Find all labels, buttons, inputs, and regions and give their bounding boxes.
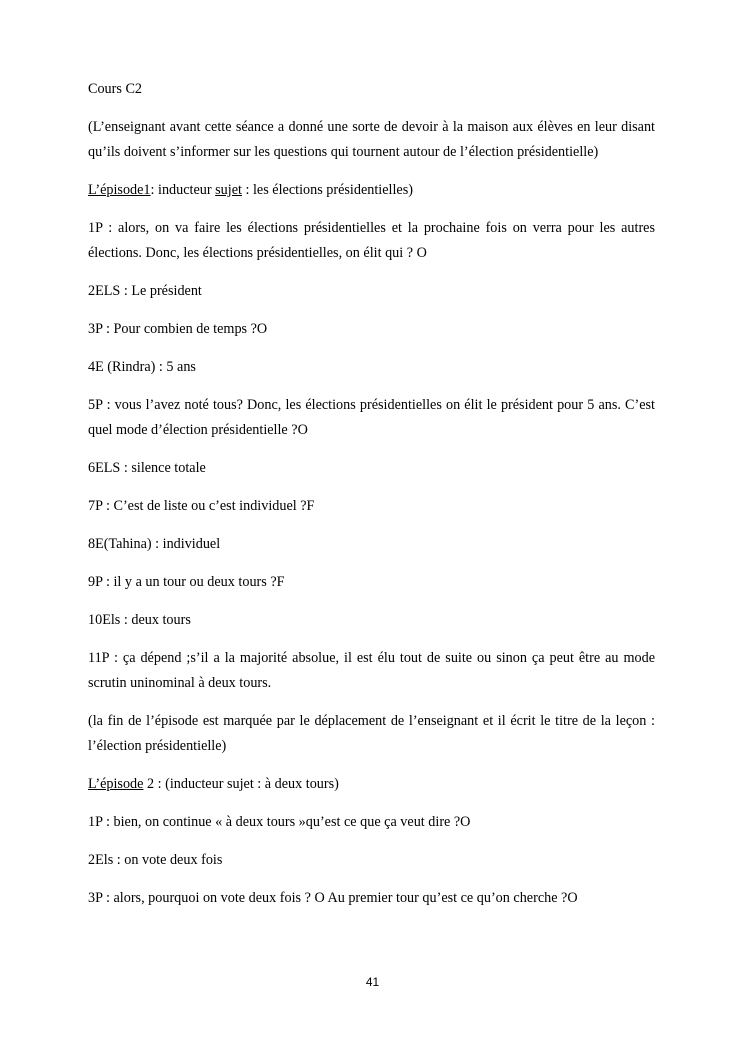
dialogue-line: 2Els : on vote deux fois <box>88 852 223 868</box>
dialogue-line: 2ELS : Le président <box>88 283 202 299</box>
dialogue-line: 6ELS : silence totale <box>88 460 206 476</box>
episode-1-rest: : les élections présidentielles) <box>241 182 413 198</box>
dialogue-line: 8E(Tahina) : individuel <box>88 536 221 552</box>
episode-2-label: L’épisode <box>88 776 144 792</box>
dialogue-line: 5P : vous l’avez noté tous? Donc, les élections présidentielles on élit le président pour 5 ans. C’est quel mode d’élection présidentielle ?O <box>88 397 655 438</box>
page-number: 41 <box>365 975 380 989</box>
episode-1-closing-note: (la fin de l’épisode est marquée par le déplacement de l’enseignant et il écrit le titre de la leçon : l’élection présidentielle) <box>88 713 655 754</box>
intro-note: (L’enseignant avant cette séance a donné une sorte de devoir à la maison aux élèves en leur disant qu’ils doivent s’informer sur les questions qui tournent autour de l’élection présidentielle) <box>88 119 655 160</box>
dialogue-line: 10Els : deux tours <box>88 612 191 628</box>
episode-1-label: L’épisode1 <box>88 182 151 198</box>
dialogue-line: 9P : il y a un tour ou deux tours ?F <box>88 574 285 590</box>
dialogue-line: 3P : Pour combien de temps ?O <box>88 321 268 337</box>
episode-2-rest: 2 : (inducteur sujet : à deux tours) <box>143 776 339 792</box>
dialogue-line: 11P : ça dépend ;s’il a la majorité absolue, il est élu tout de suite ou sinon ça peut être au mode scrutin uninominal à deux tours. <box>88 650 655 691</box>
document-body <box>88 77 655 924</box>
dialogue-line: 7P : C’est de liste ou c’est individuel ?F <box>88 498 315 514</box>
dialogue-line: 4E (Rindra) : 5 ans <box>88 359 196 375</box>
course-heading: Cours C2 <box>88 81 142 97</box>
episode-1-mid: : inducteur <box>150 182 216 198</box>
dialogue-line: 1P : bien, on continue « à deux tours »qu’est ce que ça veut dire ?O <box>88 814 471 830</box>
dialogue-line: 3P : alors, pourquoi on vote deux fois ? O Au premier tour qu’est ce qu’on cherche ?O <box>88 890 578 906</box>
dialogue-line: 1P : alors, on va faire les élections présidentielles et la prochaine fois on verra pour les autres élections. Donc, les élections présidentielles, on élit qui ? O <box>88 220 655 261</box>
episode-1-sujet: sujet <box>215 182 242 198</box>
episode-2-heading <box>88 772 655 797</box>
episode-1-heading <box>88 178 655 203</box>
